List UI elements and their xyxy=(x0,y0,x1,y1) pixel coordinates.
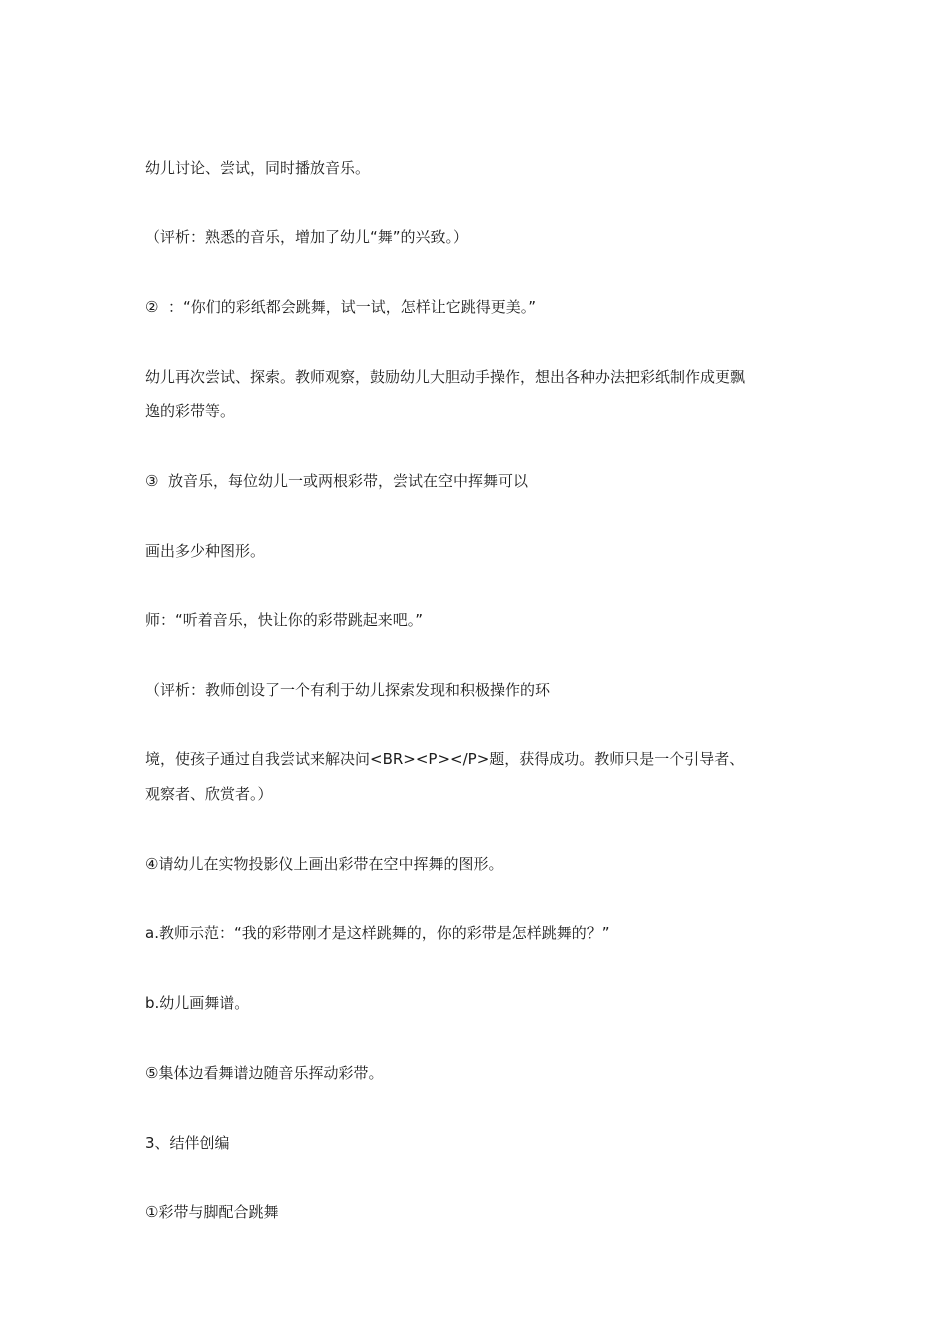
paragraph-line: 观察者、欣赏者。） xyxy=(145,785,273,803)
paragraph-line: 逸的彩带等。 xyxy=(145,402,236,420)
paragraph-line: 师：“听着音乐，快让你的彩带跳起来吧。” xyxy=(145,611,424,629)
paragraph-line: 幼儿讨论、尝试，同时播放音乐。 xyxy=(145,159,371,177)
paragraph-line: ⑤集体边看舞谱边随音乐挥动彩带。 xyxy=(145,1064,384,1082)
section-heading: 3、结伴创编 xyxy=(145,1134,230,1152)
paragraph-line: ③ 放音乐，每位幼儿一或两根彩带，尝试在空中挥舞可以 xyxy=(145,472,528,490)
paragraph-line: （评析：熟悉的音乐，增加了幼儿“舞”的兴致。） xyxy=(145,228,469,246)
paragraph-line: a.教师示范：“我的彩带刚才是这样跳舞的，你的彩带是怎样跳舞的？” xyxy=(145,924,610,942)
paragraph-line: ④请幼儿在实物投影仪上画出彩带在空中挥舞的图形。 xyxy=(145,855,504,873)
paragraph-line: 境，使孩子通过自我尝试来解决问<BR><P></P>题，获得成功。教师只是一个引导者、 xyxy=(145,750,745,768)
paragraph-line: 幼儿再次尝试、探索。教师观察，鼓励幼儿大胆动手操作，想出各种办法把彩纸制作成更飘 xyxy=(145,368,746,386)
paragraph-line: 画出多少种图形。 xyxy=(145,542,266,560)
paragraph-line: ①彩带与脚配合跳舞 xyxy=(145,1203,279,1221)
paragraph-line: ② ：“你们的彩纸都会跳舞，试一试，怎样让它跳得更美。” xyxy=(145,298,537,316)
paragraph-line: b.幼儿画舞谱。 xyxy=(145,994,250,1012)
paragraph-line: （评析：教师创设了一个有利于幼儿探索发现和积极操作的环 xyxy=(145,681,551,699)
